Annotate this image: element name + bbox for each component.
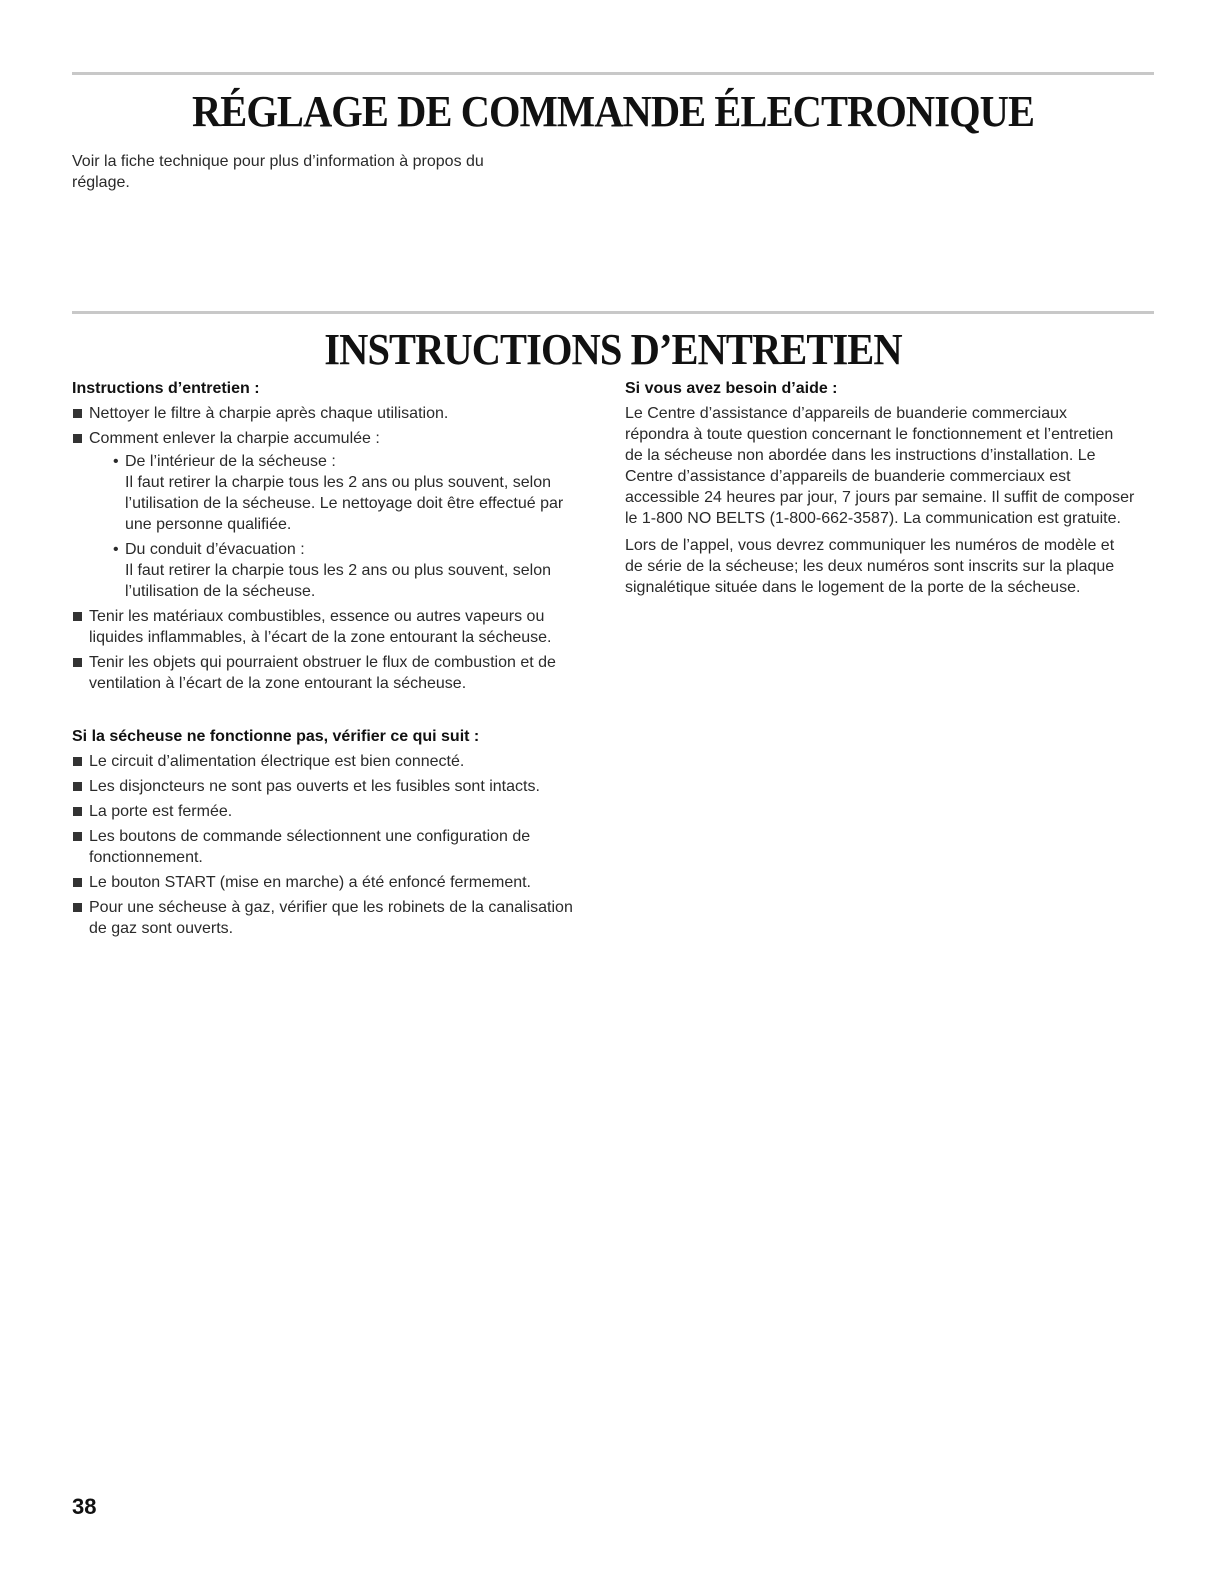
- help-heading: Si vous avez besoin d’aide :: [625, 380, 838, 397]
- section-title-entretien: INSTRUCTIONS D’ENTRETIEN: [324, 325, 902, 374]
- list-item: Le bouton START (mise en marche) a été enfoncé fermement.: [72, 872, 592, 893]
- lint-removal-sublist: [89, 451, 592, 602]
- page-number: 38: [72, 1494, 97, 1519]
- sub-list-item: [113, 451, 592, 535]
- list-item-label: Comment enlever la charpie accumulée :: [89, 430, 380, 447]
- sub-list-item: [113, 539, 592, 602]
- list-item: Le circuit d’alimentation électrique est bien connecté.: [72, 751, 592, 772]
- help-paragraph: Lors de l’appel, vous devrez communiquer les numéros de modèle et de série de la sécheuse; les deux numéros sont inscrits sur la plaque signalétique située dans le logement de la porte de la sécheuse.: [625, 537, 1115, 596]
- sub-item-body: Il faut retirer la charpie tous les 2 ans ou plus souvent, selon l’utilisation de la sécheuse.: [125, 562, 552, 600]
- list-item: Tenir les objets qui pourraient obstruer le flux de combustion et de ventilation à l’écart de la zone entourant la sécheuse.: [72, 652, 592, 694]
- list-item: La porte est fermée.: [72, 801, 592, 822]
- list-item: Les boutons de commande sélectionnent une configuration de fonctionnement.: [72, 826, 592, 868]
- help-paragraph: Le Centre d’assistance d’appareils de buanderie commerciaux répondra à toute question concernant le fonctionnement et l’entretien de la sécheuse non abordée dans les instructions d’installation. Le Centre d’assistance d’appareils de buanderie commerciaux est accessible 24 heures par jour, 7 jours par semaine. Il suffit de composer le 1-800 NO BELTS (1-800-662-3587). La communication est gratuite.: [625, 405, 1135, 527]
- list-item: Nettoyer le filtre à charpie après chaque utilisation.: [72, 403, 592, 424]
- maintenance-heading: Instructions d’entretien :: [72, 380, 260, 397]
- sub-item-title: • De l’intérieur de la sécheuse :: [125, 453, 336, 470]
- list-item: Tenir les matériaux combustibles, essence ou autres vapeurs ou liquides inflammables, à l’écart de la zone entourant la sécheuse.: [72, 606, 592, 648]
- right-column: [625, 378, 1135, 604]
- top-rule: [72, 72, 1154, 75]
- list-item: Pour une sécheuse à gaz, vérifier que les robinets de la canalisation de gaz sont ouverts.: [72, 897, 592, 939]
- sub-item-body: Il faut retirer la charpie tous les 2 ans ou plus souvent, selon l’utilisation de la sécheuse. Le nettoyage doit être effectué par une personne qualifiée.: [125, 474, 564, 533]
- maintenance-list: [72, 403, 592, 694]
- list-item: [72, 428, 592, 602]
- section-title-reglage: RÉGLAGE DE COMMANDE ÉLECTRONIQUE: [191, 87, 1035, 136]
- left-column: [72, 378, 592, 943]
- sub-item-title: • Du conduit d’évacuation :: [125, 541, 305, 558]
- intro-text: Voir la fiche technique pour plus d’information à propos du réglage.: [72, 153, 484, 191]
- troubleshooting-list: [72, 751, 592, 939]
- list-item: Les disjoncteurs ne sont pas ouverts et les fusibles sont intacts.: [72, 776, 592, 797]
- troubleshooting-heading: Si la sécheuse ne fonctionne pas, vérifier ce qui suit :: [72, 728, 480, 745]
- middle-rule: [72, 311, 1154, 314]
